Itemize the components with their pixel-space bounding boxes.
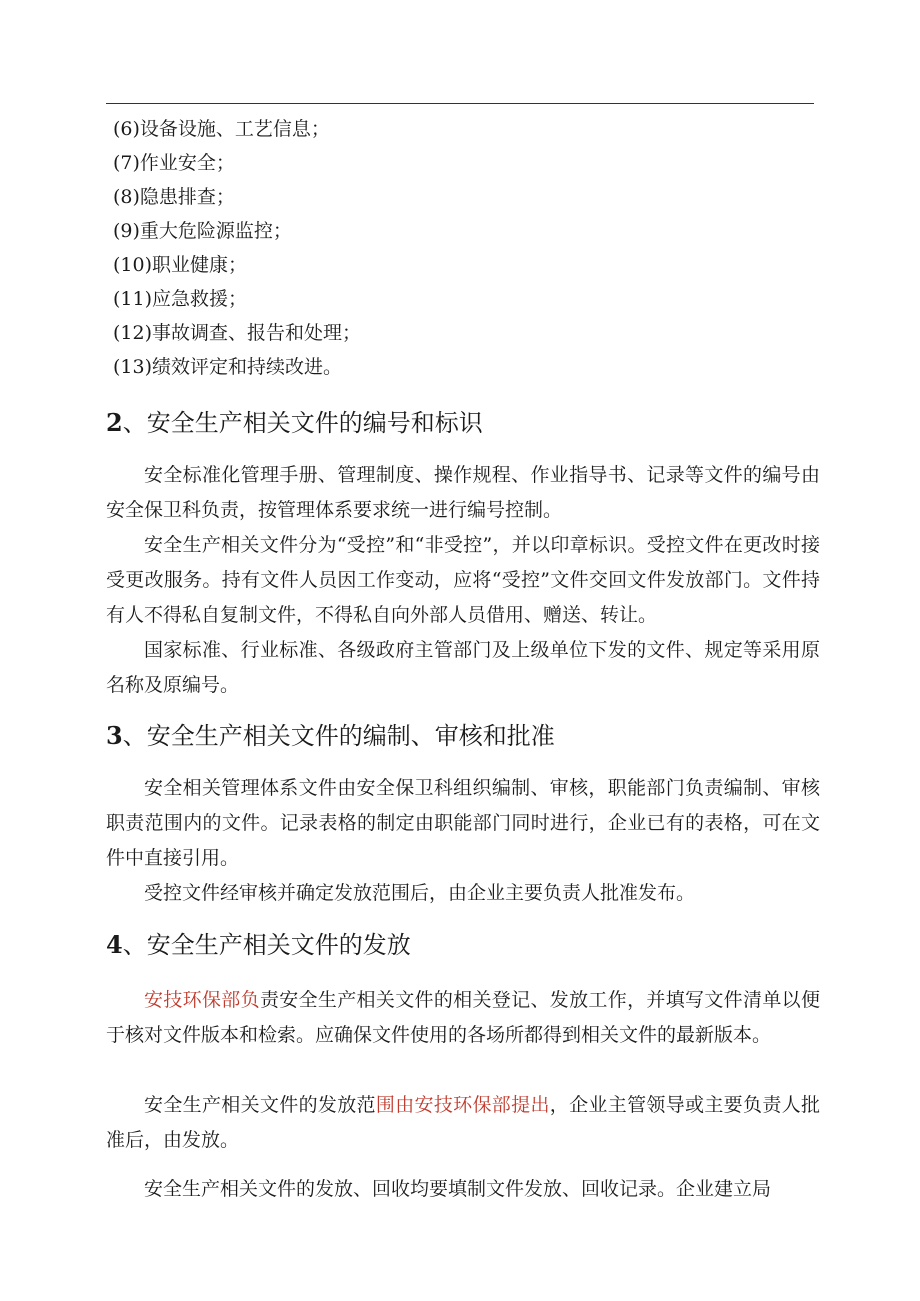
paragraph	[106, 1088, 820, 1158]
paragraph-text: 责安全生产相关文件的相关登记、发放工作，并填写文件清单以便于核对文件版本和检索。应确保文件使用的各场所都得到相关文件的最新版本。	[106, 989, 820, 1046]
section-number: 2	[106, 408, 123, 437]
paragraph-text: ，企业主管领导或主要负责人批准后，由发放。	[106, 1094, 820, 1151]
paragraph: 安全生产相关文件的发放、回收均要填制文件发放、回收记录。企业建立局	[144, 1178, 772, 1200]
list-item: (9)重大危险源监控；	[113, 220, 292, 242]
paragraph: 国家标准、行业标准、各级政府主管部门及上级单位下发的文件、规定等采用原名称及原编号。	[106, 639, 820, 696]
list-item: (11)应急救援；	[113, 288, 248, 310]
section-number: 3	[106, 721, 123, 750]
list-item: (12)事故调查、报告和处理；	[113, 322, 362, 344]
paragraph: 安全标准化管理手册、管理制度、操作规程、作业指导书、记录等文件的编号由安全保卫科负责，按管理体系要求统一进行编号控制。	[106, 464, 820, 521]
list-item: (8)隐患排查；	[113, 186, 235, 208]
paragraph	[106, 983, 820, 1053]
section-number: 4	[106, 930, 123, 959]
paragraph-text: 安全生产相关文件的发放范	[144, 1094, 376, 1116]
paragraph: 受控文件经审核并确定发放范围后，由企业主要负责人批准发布。	[144, 882, 696, 904]
header-rule	[106, 103, 814, 104]
section-4-heading	[106, 927, 814, 963]
paragraph: 安全相关管理体系文件由安全保卫科组织编制、审核，职能部门负责编制、审核职责范围内的文件。记录表格的制定由职能部门同时进行，企业已有的表格，可在文件中直接引用。	[106, 777, 820, 869]
section-3-heading	[106, 718, 814, 754]
section-title: 、安全生产相关文件的发放	[122, 931, 411, 959]
list-item: (13)绩效评定和持续改进。	[113, 356, 343, 378]
highlighted-text: 安技环保部负	[144, 989, 260, 1011]
element-list	[113, 112, 813, 384]
paragraph: 安全生产相关文件分为“受控”和“非受控”，并以印章标识。受控文件在更改时接受更改服务。持有文件人员因工作变动，应将“受控”文件交回文件发放部门。文件持有人不得私自复制文件，不得私自向外部人员借用、赠送、转让。	[106, 534, 820, 626]
section-title: 、安全生产相关文件的编制、审核和批准	[122, 722, 555, 750]
highlighted-text: 围由安技环保部提出	[375, 1094, 550, 1116]
list-item: (10)职业健康；	[113, 254, 248, 276]
list-item: (6)设备设施、工艺信息；	[113, 118, 330, 140]
section-2-heading	[106, 405, 814, 441]
section-title: 、安全生产相关文件的编号和标识	[122, 409, 483, 437]
list-item: (7)作业安全；	[113, 152, 235, 174]
